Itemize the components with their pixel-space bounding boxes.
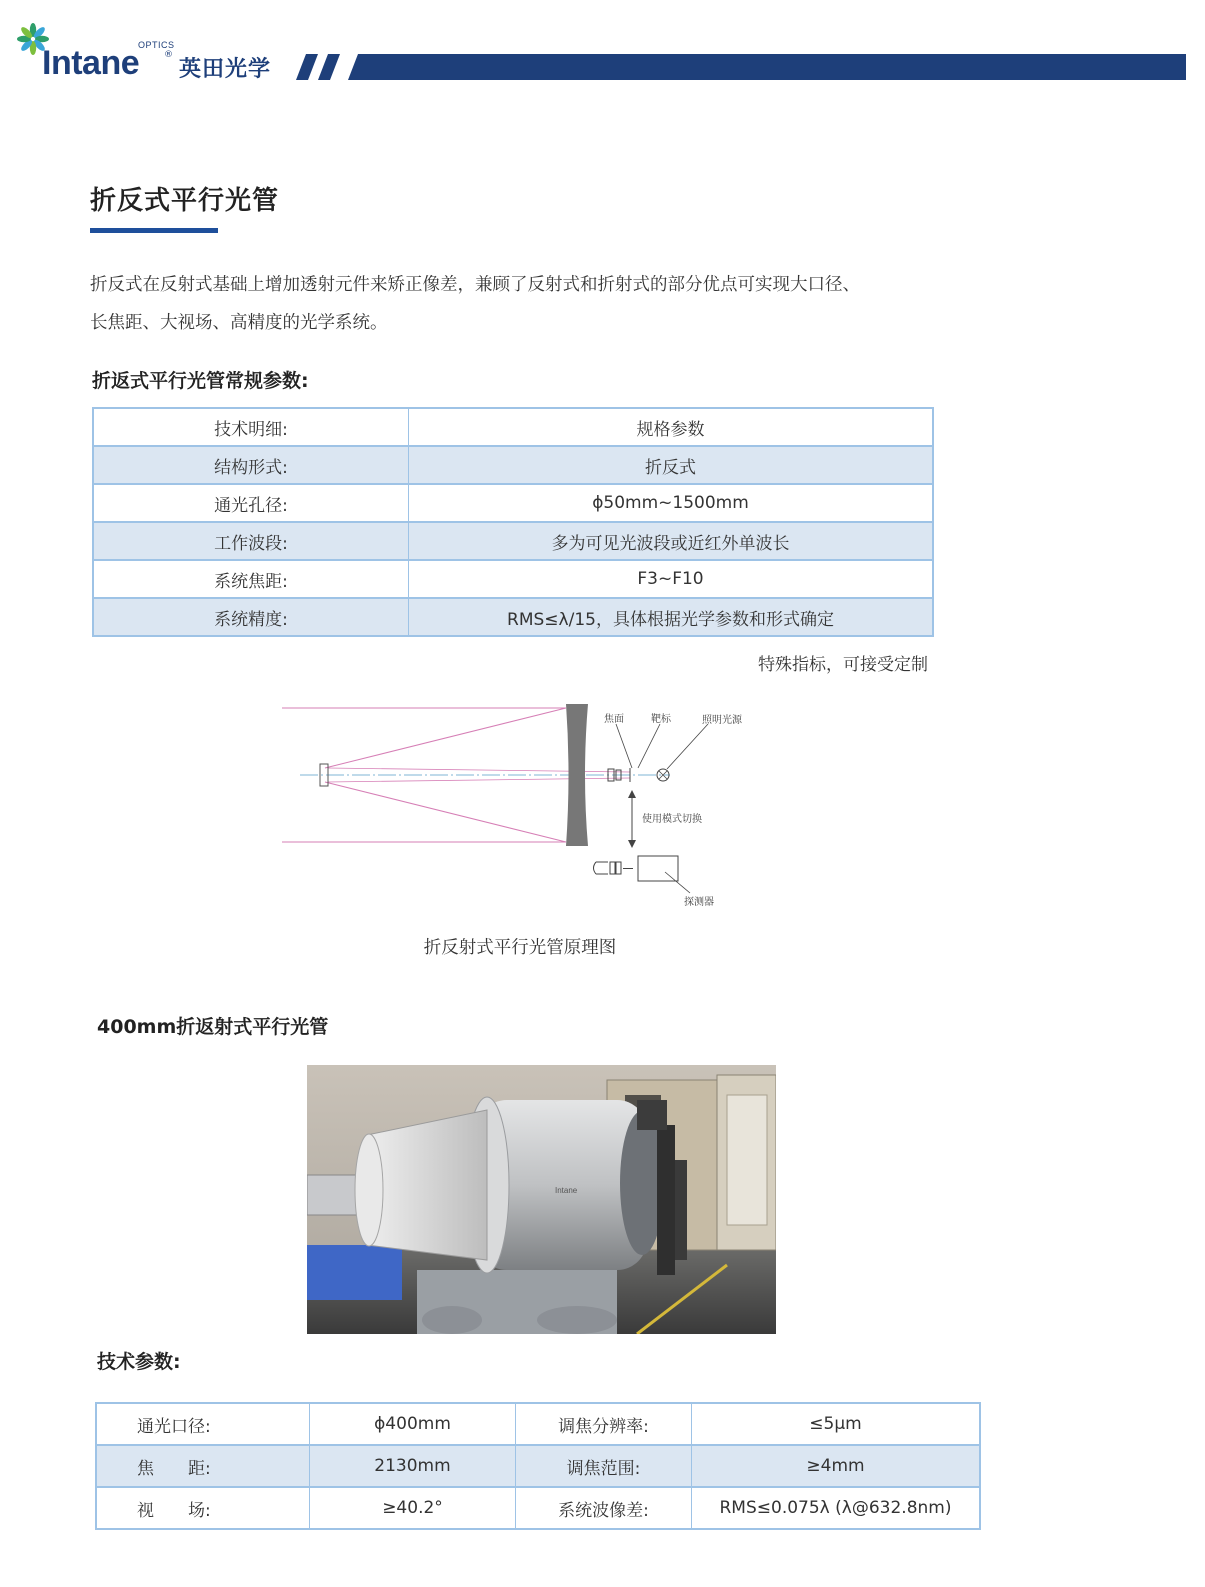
- arrow-down-head: [628, 840, 636, 848]
- param-key: 系统焦距:: [93, 560, 409, 598]
- spec-value: ≤5μm: [692, 1403, 981, 1445]
- params-table: [92, 407, 934, 637]
- intro-line: 折反式在反射式基础上增加透射元件来矫正像差，兼顾了反射式和折射式的部分优点可实现大口径、: [90, 275, 860, 295]
- label-target: 靶标: [651, 714, 671, 725]
- rear-frame: [657, 1125, 675, 1275]
- param-key: 技术明细:: [93, 408, 409, 446]
- blue-shelf: [307, 1245, 402, 1300]
- spec-value: ≥4mm: [692, 1445, 981, 1487]
- custom-spec-note: 特殊指标，可接受定制: [758, 655, 928, 675]
- detector-window-a: [610, 862, 615, 874]
- hood-opening: [355, 1134, 383, 1246]
- product-photo: [307, 1065, 776, 1334]
- table-row: [96, 1487, 980, 1529]
- brand-logo: [14, 18, 314, 88]
- leader-source: [667, 724, 708, 769]
- spec-value: ≥40.2°: [310, 1487, 516, 1529]
- logo-chinese-name: 英田光学: [179, 57, 272, 82]
- param-value: 规格参数: [409, 408, 934, 446]
- arrow-up-head: [628, 790, 636, 798]
- table-row: [96, 1403, 980, 1445]
- table-row: [93, 598, 933, 636]
- spec-value: RMS≤0.075λ (λ@632.8nm): [692, 1487, 981, 1529]
- primary-mirror: [566, 704, 588, 846]
- ray-lower: [325, 782, 566, 842]
- rear-frame-arm: [675, 1160, 687, 1260]
- param-key: 通光孔径:: [93, 484, 409, 522]
- leader-focal: [616, 724, 632, 768]
- spec-value: 2130mm: [310, 1445, 516, 1487]
- page-title: 折反式平行光管: [90, 186, 280, 216]
- pedestal-foot-b: [537, 1306, 617, 1334]
- detector-window-b: [616, 862, 621, 874]
- product-heading: 400mm折返射式平行光管: [97, 1016, 329, 1038]
- intro-paragraph: [90, 266, 950, 342]
- logo-registered-mark: ®: [164, 50, 173, 60]
- detector-link: [623, 868, 633, 869]
- tube-logo: Intane: [555, 1186, 578, 1195]
- label-mode-switch: 使用模式切换: [642, 814, 702, 825]
- leader-target: [638, 724, 660, 768]
- logo-optics-text: OPTICS: [138, 40, 175, 50]
- table-row: [93, 484, 933, 522]
- header-stripe-bar: [296, 54, 1186, 80]
- spec-key: 调焦分辨率:: [516, 1403, 692, 1445]
- table-row: [93, 522, 933, 560]
- param-key: 工作波段:: [93, 522, 409, 560]
- principle-diagram: [270, 690, 770, 915]
- param-value: F3~F10: [409, 560, 934, 598]
- cabinet-panel: [727, 1095, 767, 1225]
- ray-upper: [325, 708, 566, 768]
- detector-mount: [594, 862, 609, 874]
- table-row: [96, 1445, 980, 1487]
- spec-key: 焦 距:: [96, 1445, 310, 1487]
- logo-wordmark: Intane: [42, 44, 140, 82]
- tech-heading: 技术参数:: [97, 1351, 181, 1373]
- intro-line: 长焦距、大视场、高精度的光学系统。: [90, 313, 388, 333]
- param-value: 折反式: [409, 446, 934, 484]
- rear-camera: [637, 1100, 667, 1130]
- label-detector: 探测器: [684, 897, 714, 908]
- param-value: RMS≤λ/15，具体根据光学参数和形式确定: [409, 598, 934, 636]
- label-light-source: 照明光源: [702, 715, 742, 726]
- spec-value: ϕ400mm: [310, 1403, 516, 1445]
- spec-key: 系统波像差:: [516, 1487, 692, 1529]
- pedestal-foot-a: [422, 1306, 482, 1334]
- spec-key: 调焦范围:: [516, 1445, 692, 1487]
- tech-table: [95, 1402, 981, 1530]
- table-row: [93, 446, 933, 484]
- detector-body: [638, 856, 678, 881]
- spec-key: 视 场:: [96, 1487, 310, 1529]
- diagram-caption: 折反射式平行光管原理图: [423, 938, 617, 958]
- spec-key: 通光口径:: [96, 1403, 310, 1445]
- param-key: 结构形式:: [93, 446, 409, 484]
- table-row: [93, 560, 933, 598]
- param-value: ϕ50mm~1500mm: [409, 484, 934, 522]
- label-focal-plane: 焦面: [604, 714, 624, 725]
- title-underline: [90, 228, 218, 233]
- table-row: [93, 408, 933, 446]
- param-value: 多为可见光波段或近红外单波长: [409, 522, 934, 560]
- param-key: 系统精度:: [93, 598, 409, 636]
- params-heading: 折返式平行光管常规参数:: [92, 370, 309, 392]
